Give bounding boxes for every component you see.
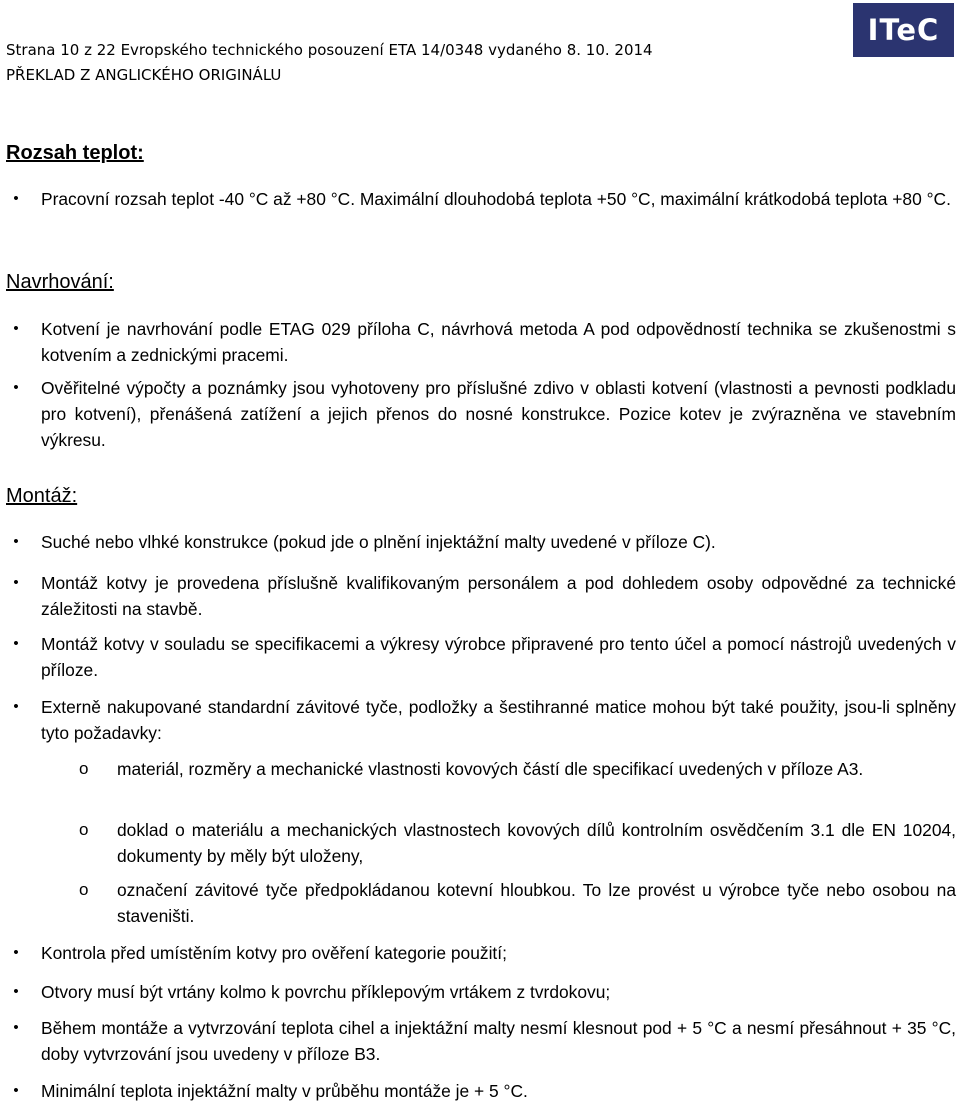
- bullet-icon: •: [13, 574, 19, 591]
- list-item-text: Během montáže a vytvrzování teplota cihel a injektážní malty nesmí klesnout pod + 5 °C a nesmí přesáhnout + 35 °C, doby vytvrzování jsou uvedeny v příloze B3.: [41, 1018, 956, 1064]
- header-translation-note: PŘEKLAD Z ANGLICKÉHO ORIGINÁLU: [6, 66, 282, 84]
- logo-text: ITeC: [867, 13, 940, 47]
- section-heading-installation: Montáž:: [6, 485, 78, 507]
- list-item-text: Kotvení je navrhování podle ETAG 029 příloha C, návrhová metoda A pod odpovědností technika se zkušenostmi s kotvením a zednickými pracemi.: [41, 319, 956, 365]
- bullet-icon: •: [13, 983, 19, 1000]
- bullet-icon: •: [13, 1082, 19, 1099]
- bullet-icon: •: [13, 635, 19, 652]
- header-page-info: Strana 10 z 22 Evropského technického posouzení ETA 14/0348 vydaného 8. 10. 2014: [6, 41, 653, 59]
- bullet-icon: •: [13, 533, 19, 550]
- bullet-icon: •: [13, 320, 19, 337]
- circle-bullet-icon: o: [79, 880, 89, 899]
- circle-bullet-icon: o: [79, 759, 89, 778]
- section-heading-temperature: Rozsah teplot:: [6, 142, 144, 164]
- bullet-icon: •: [13, 379, 19, 396]
- section-heading-design: Navrhování:: [6, 271, 114, 293]
- list-item-text: Montáž kotvy v souladu se specifikacemi a výkresy výrobce připravené pro tento účel a pomocí nástrojů uvedených v příloze.: [41, 634, 956, 680]
- list-item-text: Montáž kotvy je provedena příslušně kvalifikovaným personálem a pod dohledem osoby odpovědné za technické záležitosti na stavbě.: [41, 573, 956, 619]
- sub-list-item-text: materiál, rozměry a mechanické vlastnosti kovových částí dle specifikací uvedených v příloze A3.: [117, 759, 864, 779]
- circle-bullet-icon: o: [79, 820, 89, 839]
- list-item-text: Pracovní rozsah teplot -40 °C až +80 °C. Maximální dlouhodobá teplota +50 °C, maximální krátkodobá teplota +80 °C.: [41, 189, 951, 209]
- sub-list-item-text: doklad o materiálu a mechanických vlastnostech kovových dílů kontrolním osvědčením 3.1 dle EN 10204, dokumenty by měly být uloženy,: [117, 820, 956, 866]
- itec-logo: [853, 3, 954, 57]
- page-header: [6, 38, 653, 88]
- list-item-text: Kontrola před umístěním kotvy pro ověření kategorie použití;: [41, 943, 507, 963]
- list-item-text: Otvory musí být vrtány kolmo k povrchu příklepovým vrtákem z tvrdokovu;: [41, 982, 611, 1002]
- bullet-icon: •: [13, 190, 19, 207]
- bullet-icon: •: [13, 944, 19, 961]
- list-item-text: Externě nakupované standardní závitové tyče, podložky a šestihranné matice mohou být také použity, jsou-li splněny tyto požadavky:: [41, 697, 956, 743]
- sub-list-item-text: označení závitové tyče předpokládanou kotevní hloubkou. To lze provést u výrobce tyče nebo osobou na staveništi.: [117, 880, 956, 926]
- list-item-text: Ověřitelné výpočty a poznámky jsou vyhotoveny pro příslušné zdivo v oblasti kotvení (vlastnosti a pevnosti podkladu pro kotvení), přenášená zatížení a jejich přenos do nosné konstrukce. Pozice kotev je zvýrazněna ve stavebním výkresu.: [41, 378, 956, 450]
- bullet-icon: •: [13, 1019, 19, 1036]
- bullet-icon: •: [13, 698, 19, 715]
- list-item-text: Minimální teplota injektážní malty v průběhu montáže je + 5 °C.: [41, 1081, 528, 1101]
- list-item-text: Suché nebo vlhké konstrukce (pokud jde o plnění injektážní malty uvedené v příloze C).: [41, 532, 716, 552]
